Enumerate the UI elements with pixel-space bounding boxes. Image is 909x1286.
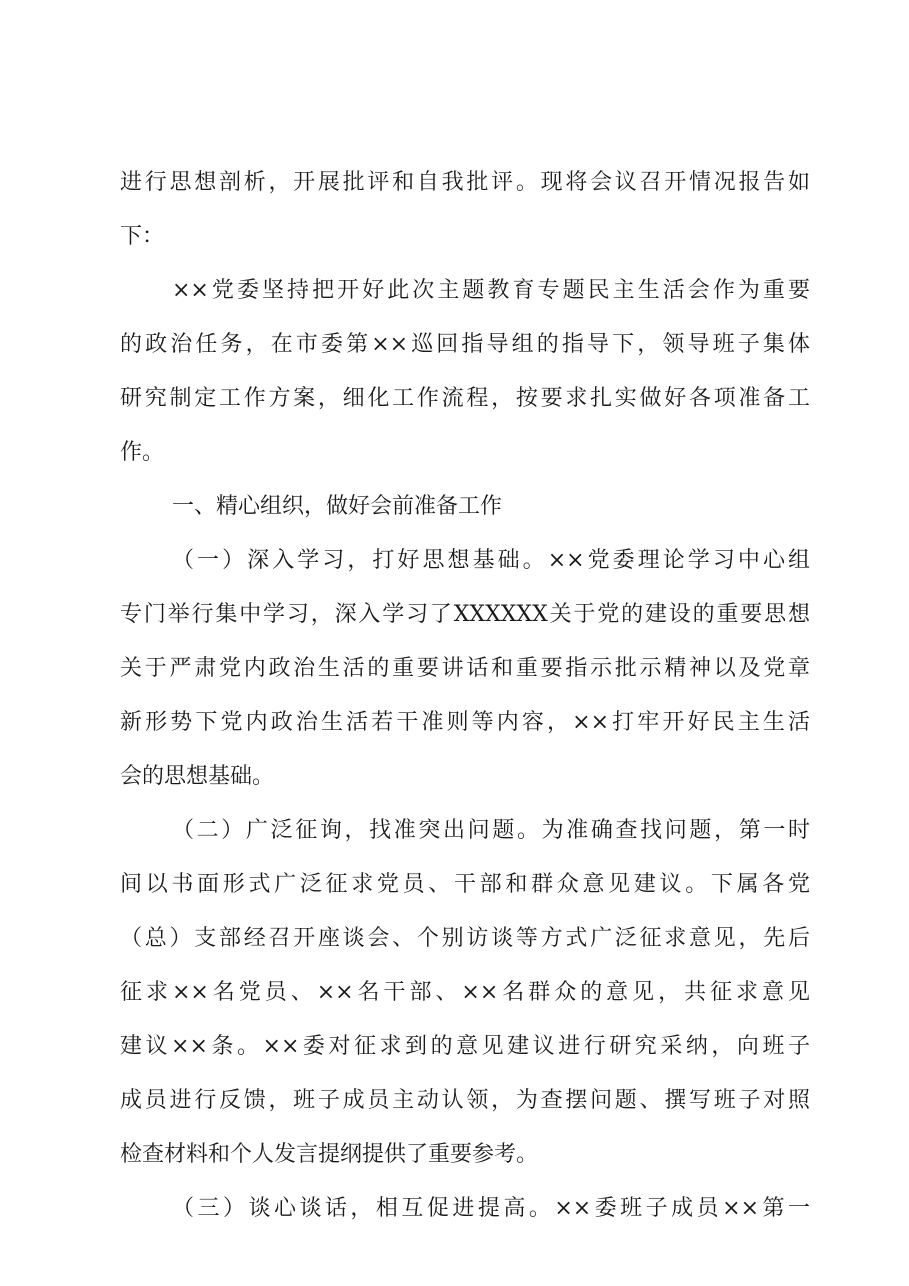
paragraph-line: （总）支部经召开座谈会、个别访谈等方式广泛征求意见，先后 xyxy=(120,926,810,951)
paragraph-line: （一）深入学习，打好思想基础。××党委理论学习中心组 xyxy=(172,548,810,573)
paragraph-line: （三）谈心谈话，相互促进提高。××委班子成员××第一 xyxy=(172,1196,810,1221)
paragraph-line: 研究制定工作方案，细化工作流程，按要求扎实做好各项准备工 xyxy=(120,386,810,411)
paragraph-line: 专门举行集中学习，深入学习了XXXXXX关于党的建设的重要思想 xyxy=(120,602,810,627)
paragraph-line: 征求××名党员、××名干部、××名群众的意见，共征求意见 xyxy=(120,980,810,1005)
paragraph-line: 新形势下党内政治生活若干准则等内容，××打牢开好民主生活 xyxy=(120,710,810,735)
paragraph-line: 关于严肃党内政治生活的重要讲话和重要指示批示精神以及党章 xyxy=(120,656,810,681)
paragraph-line: 间以书面形式广泛征求党员、干部和群众意见建议。下属各党 xyxy=(120,872,810,897)
paragraph-line: （二）广泛征询，找准突出问题。为准确查找问题，第一时 xyxy=(172,818,810,843)
paragraph-line: 会的思想基础。 xyxy=(120,764,275,789)
paragraph-line: 的政治任务，在市委第××巡回指导组的指导下，领导班子集体 xyxy=(120,332,810,357)
paragraph-line: 下： xyxy=(120,224,165,249)
paragraph-line: 成员进行反馈，班子成员主动认领，为查摆问题、撰写班子对照 xyxy=(120,1088,810,1113)
paragraph-line: 检查材料和个人发言提纲提供了重要参考。 xyxy=(120,1142,539,1167)
paragraph-line: 建议××条。××委对征求到的意见建议进行研究采纳，向班子 xyxy=(120,1034,810,1059)
section-heading: 一、精心组织，做好会前准备工作 xyxy=(172,494,503,519)
paragraph-line: 进行思想剖析，开展批评和自我批评。现将会议召开情况报告如 xyxy=(120,170,810,195)
paragraph-line: ××党委坚持把开好此次主题教育专题民主生活会作为重要 xyxy=(172,278,810,303)
paragraph-line: 作。 xyxy=(120,440,165,465)
